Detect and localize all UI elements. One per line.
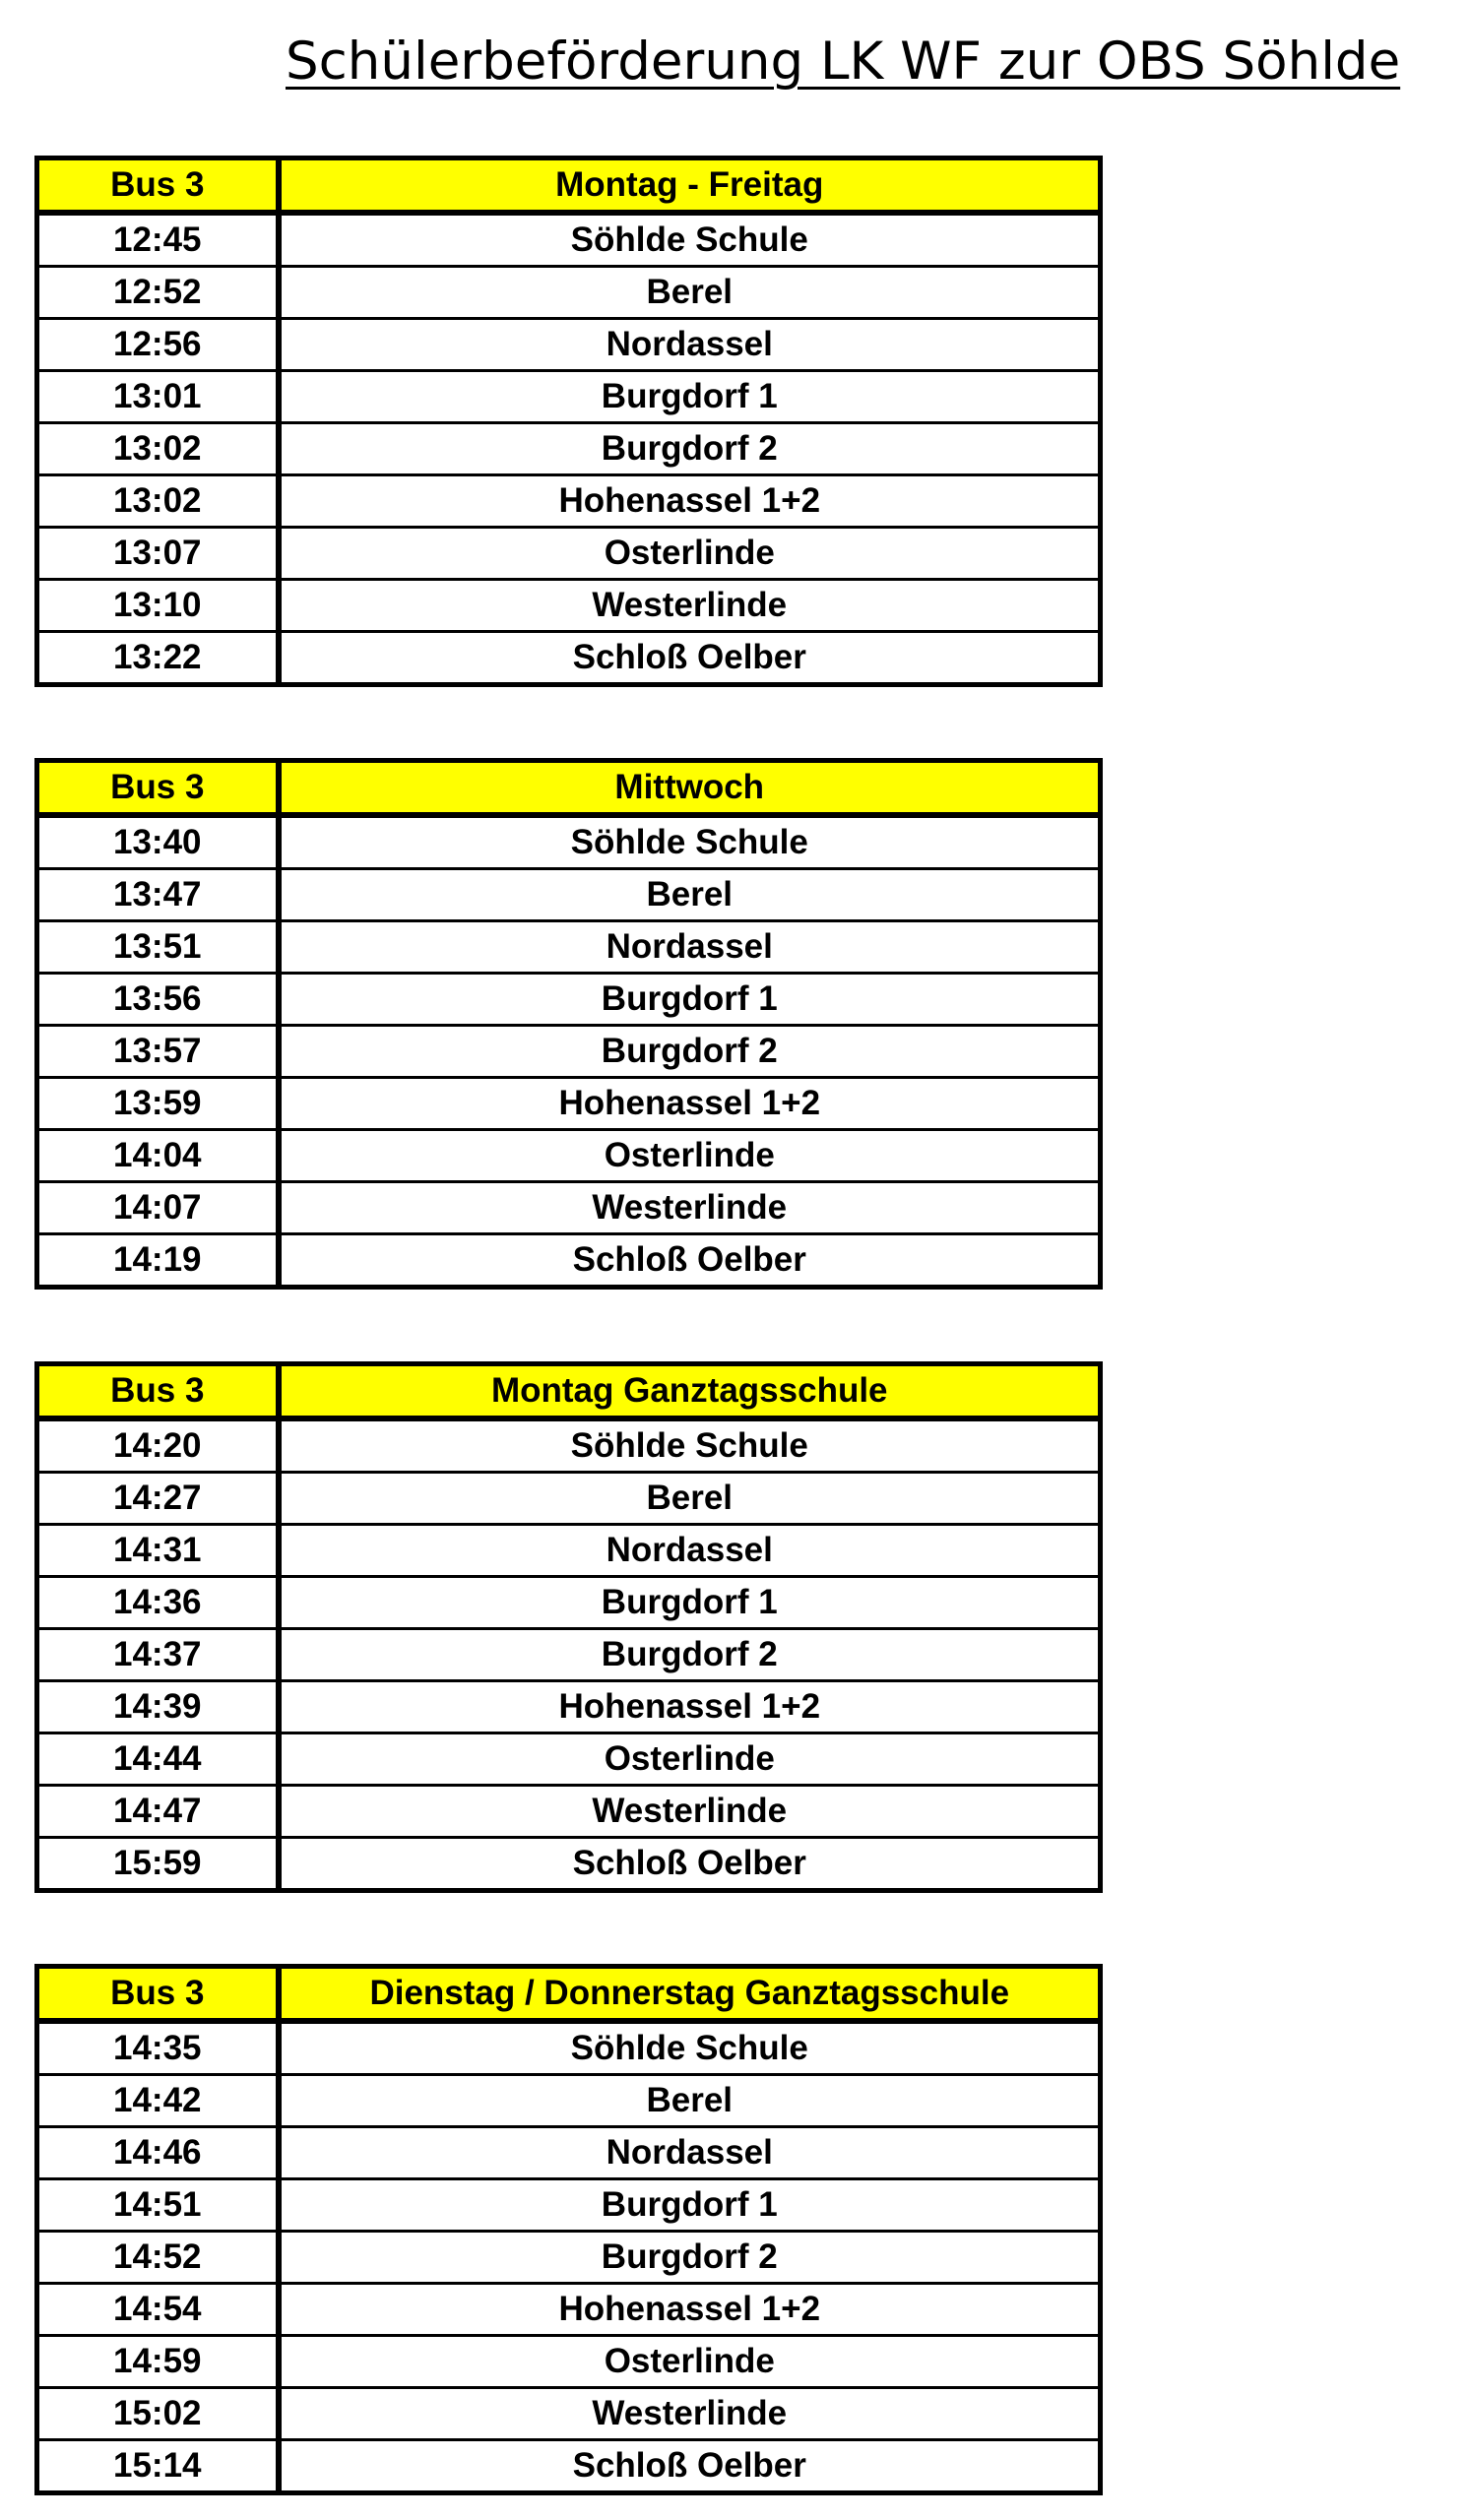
- departure-time: 12:52: [37, 267, 279, 319]
- table-row: [37, 213, 1101, 267]
- table-row: [37, 1130, 1101, 1182]
- days-header: Mittwoch: [279, 761, 1101, 816]
- departure-time: 14:42: [37, 2075, 279, 2127]
- stop-name: Berel: [279, 1473, 1101, 1525]
- departure-time: 14:36: [37, 1577, 279, 1629]
- table-row: [37, 815, 1101, 869]
- stop-name: Schloß Oelber: [279, 632, 1101, 685]
- table-row: [37, 319, 1101, 371]
- departure-time: 13:02: [37, 423, 279, 475]
- departure-time: 13:51: [37, 921, 279, 974]
- stop-name: Burgdorf 2: [279, 1629, 1101, 1681]
- stop-name: Westerlinde: [279, 1786, 1101, 1838]
- table-row: [37, 2336, 1101, 2388]
- table-row: [37, 1786, 1101, 1838]
- departure-time: 14:51: [37, 2179, 279, 2232]
- departure-time: 15:59: [37, 1838, 279, 1891]
- table-header-row: [37, 1364, 1101, 1419]
- departure-time: 14:04: [37, 1130, 279, 1182]
- departure-time: 14:44: [37, 1733, 279, 1786]
- stop-name: Hohenassel 1+2: [279, 1681, 1101, 1733]
- table-row: [37, 974, 1101, 1026]
- departure-time: 14:31: [37, 1525, 279, 1577]
- departure-time: 13:56: [37, 974, 279, 1026]
- table-header-row: [37, 1967, 1101, 2022]
- stop-name: Burgdorf 1: [279, 371, 1101, 423]
- table-row: [37, 1026, 1101, 1078]
- stop-name: Nordassel: [279, 1525, 1101, 1577]
- table-row: [37, 1525, 1101, 1577]
- stop-name: Hohenassel 1+2: [279, 2284, 1101, 2336]
- days-header: Montag Ganztagsschule: [279, 1364, 1101, 1419]
- stop-name: Burgdorf 2: [279, 2232, 1101, 2284]
- departure-time: 13:07: [37, 528, 279, 580]
- table-row: [37, 475, 1101, 528]
- departure-time: 14:35: [37, 2021, 279, 2075]
- departure-time: 14:39: [37, 1681, 279, 1733]
- stop-name: Burgdorf 2: [279, 1026, 1101, 1078]
- departure-time: 13:22: [37, 632, 279, 685]
- departure-time: 14:07: [37, 1182, 279, 1234]
- table-row: [37, 580, 1101, 632]
- departure-time: 13:01: [37, 371, 279, 423]
- table-row: [37, 1418, 1101, 1473]
- stop-name: Schloß Oelber: [279, 1234, 1101, 1288]
- departure-time: 14:54: [37, 2284, 279, 2336]
- table-row: [37, 2284, 1101, 2336]
- stop-name: Söhlde Schule: [279, 815, 1101, 869]
- timetable-mittwoch: [34, 758, 1103, 1290]
- departure-time: 14:59: [37, 2336, 279, 2388]
- stop-name: Westerlinde: [279, 580, 1101, 632]
- departure-time: 13:47: [37, 869, 279, 921]
- departure-time: 14:19: [37, 1234, 279, 1288]
- bus-header: Bus 3: [37, 158, 279, 214]
- stop-name: Burgdorf 1: [279, 974, 1101, 1026]
- stop-name: Nordassel: [279, 2127, 1101, 2179]
- departure-time: 14:47: [37, 1786, 279, 1838]
- departure-time: 13:02: [37, 475, 279, 528]
- departure-time: 12:45: [37, 213, 279, 267]
- stop-name: Burgdorf 1: [279, 1577, 1101, 1629]
- table-row: [37, 1681, 1101, 1733]
- days-header: Dienstag / Donnerstag Ganztagsschule: [279, 1967, 1101, 2022]
- stop-name: Hohenassel 1+2: [279, 1078, 1101, 1130]
- table-row: [37, 371, 1101, 423]
- stop-name: Burgdorf 2: [279, 423, 1101, 475]
- table-row: [37, 1473, 1101, 1525]
- stop-name: Westerlinde: [279, 1182, 1101, 1234]
- table-row: [37, 528, 1101, 580]
- table-row: [37, 632, 1101, 685]
- table-row: [37, 1182, 1101, 1234]
- stop-name: Burgdorf 1: [279, 2179, 1101, 2232]
- table-row: [37, 423, 1101, 475]
- stop-name: Nordassel: [279, 921, 1101, 974]
- table-row: [37, 921, 1101, 974]
- departure-time: 13:10: [37, 580, 279, 632]
- stop-name: Söhlde Schule: [279, 2021, 1101, 2075]
- days-header: Montag - Freitag: [279, 158, 1101, 214]
- table-row: [37, 2127, 1101, 2179]
- table-row: [37, 1577, 1101, 1629]
- departure-time: 13:57: [37, 1026, 279, 1078]
- timetable-montag-ganztagsschule: [34, 1361, 1103, 1893]
- stop-name: Osterlinde: [279, 1733, 1101, 1786]
- departure-time: 15:14: [37, 2440, 279, 2493]
- departure-time: 15:02: [37, 2388, 279, 2440]
- table-row: [37, 2440, 1101, 2493]
- table-row: [37, 1733, 1101, 1786]
- bus-header: Bus 3: [37, 1364, 279, 1419]
- page-title: Schülerbeförderung LK WF zur OBS Söhlde: [286, 32, 1401, 92]
- table-row: [37, 869, 1101, 921]
- table-header-row: [37, 158, 1101, 214]
- departure-time: 14:20: [37, 1418, 279, 1473]
- timetable-montag-freitag: [34, 156, 1103, 687]
- stop-name: Westerlinde: [279, 2388, 1101, 2440]
- departure-time: 14:27: [37, 1473, 279, 1525]
- table-row: [37, 1078, 1101, 1130]
- table-header-row: [37, 761, 1101, 816]
- stop-name: Hohenassel 1+2: [279, 475, 1101, 528]
- table-row: [37, 2232, 1101, 2284]
- bus-header: Bus 3: [37, 761, 279, 816]
- table-row: [37, 2075, 1101, 2127]
- departure-time: 12:56: [37, 319, 279, 371]
- stop-name: Berel: [279, 869, 1101, 921]
- stop-name: Söhlde Schule: [279, 213, 1101, 267]
- timetable-dienstag-donnerstag-ganztagsschule: [34, 1964, 1103, 2495]
- stop-name: Söhlde Schule: [279, 1418, 1101, 1473]
- stop-name: Berel: [279, 2075, 1101, 2127]
- stop-name: Schloß Oelber: [279, 1838, 1101, 1891]
- departure-time: 13:59: [37, 1078, 279, 1130]
- stop-name: Osterlinde: [279, 2336, 1101, 2388]
- departure-time: 14:46: [37, 2127, 279, 2179]
- departure-time: 14:37: [37, 1629, 279, 1681]
- departure-time: 14:52: [37, 2232, 279, 2284]
- stop-name: Osterlinde: [279, 1130, 1101, 1182]
- stop-name: Nordassel: [279, 319, 1101, 371]
- departure-time: 13:40: [37, 815, 279, 869]
- table-row: [37, 2179, 1101, 2232]
- bus-header: Bus 3: [37, 1967, 279, 2022]
- table-row: [37, 1234, 1101, 1288]
- table-row: [37, 267, 1101, 319]
- table-row: [37, 2021, 1101, 2075]
- stop-name: Osterlinde: [279, 528, 1101, 580]
- table-row: [37, 1629, 1101, 1681]
- table-row: [37, 1838, 1101, 1891]
- stop-name: Schloß Oelber: [279, 2440, 1101, 2493]
- stop-name: Berel: [279, 267, 1101, 319]
- table-row: [37, 2388, 1101, 2440]
